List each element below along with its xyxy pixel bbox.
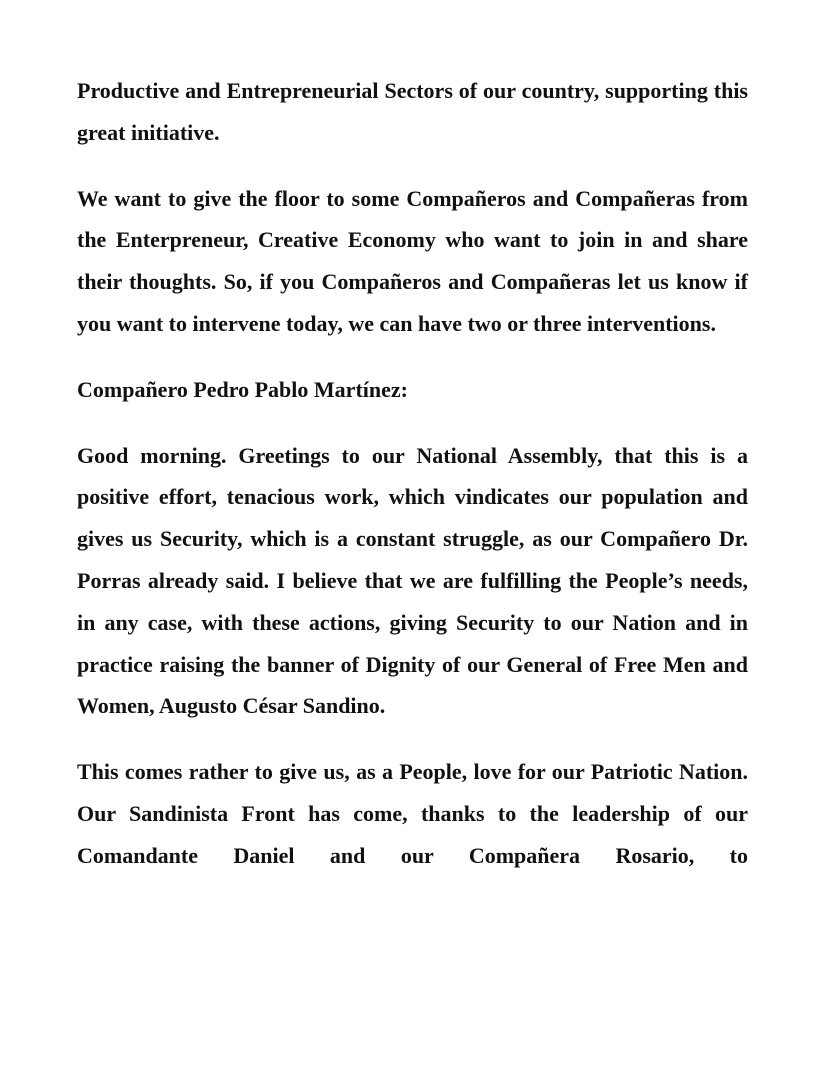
paragraph-sectors: Productive and Entrepreneurial Sectors of our country, supporting this great initiative. xyxy=(77,78,748,145)
paragraph-speech-continued: This comes rather to give us, as a People, love for our Patriotic Nation. Our Sandinista Front has come, thanks to the leadership of our Comandante Daniel and our Compañera Rosario, to xyxy=(77,759,748,868)
paragraph-speech-greeting: Good morning. Greetings to our National Assembly, that this is a positive effort, tenacious work, which vindicates our population and gives us Security, which is a constant struggle, as our Compañero Dr. Porras already said. I believe that we are fulfilling the People’s needs, in any case, with these actions, giving Security to our Nation and in practice raising the banner of Dignity of our General of Free Men and Women, Augusto César Sandino. xyxy=(77,442,748,719)
speaker-heading: Compañero Pedro Pablo Martínez: xyxy=(77,376,408,402)
document-page xyxy=(77,70,748,877)
paragraph-invitation: We want to give the floor to some Compañeros and Compañeras from the Enterpreneur, Creative Economy who want to join in and share their thoughts. So, if you Compañeros and Compañeras let us know if you want to intervene today, we can have two or three interventions. xyxy=(77,185,748,336)
